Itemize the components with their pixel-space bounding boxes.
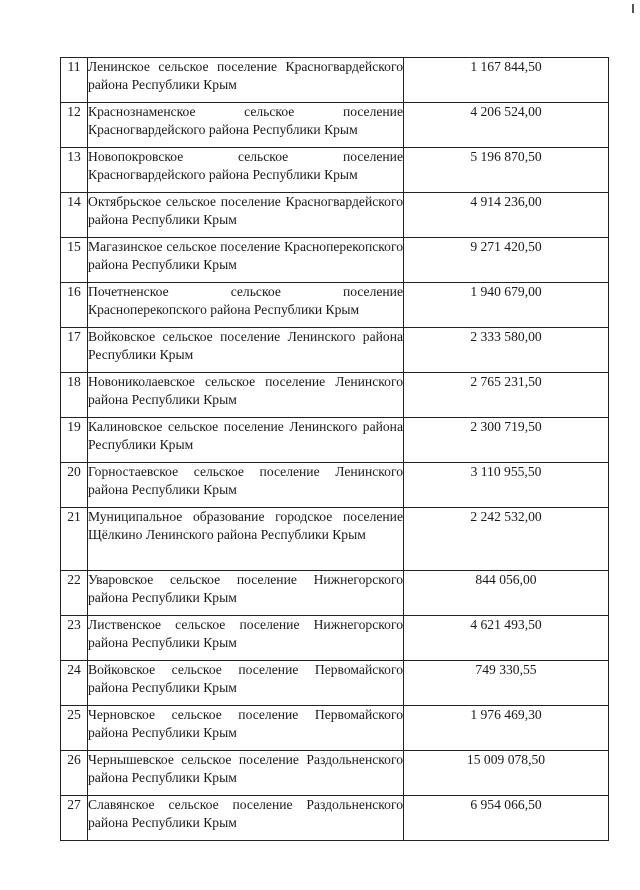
row-number: 16: [61, 283, 88, 328]
row-number: 24: [61, 661, 88, 706]
table-row: [61, 148, 609, 193]
table-row: [61, 58, 609, 103]
settlements-table: [60, 57, 609, 841]
amount-value: 4 914 236,00: [404, 193, 609, 238]
table-row: [61, 238, 609, 283]
amount-value: 2 300 719,50: [404, 418, 609, 463]
row-number: 22: [61, 571, 88, 616]
row-number: 17: [61, 328, 88, 373]
settlement-name: Новониколаевское сельское поселение Ленинского района Республики Крым: [88, 373, 404, 418]
amount-value: 844 056,00: [404, 571, 609, 616]
table-row: [61, 103, 609, 148]
amount-value: 1 940 679,00: [404, 283, 609, 328]
row-number: 26: [61, 751, 88, 796]
settlement-name: Муниципальное образование городское поселение Щёлкино Ленинского района Республики Крым: [88, 508, 404, 571]
settlement-name: Ленинское сельское поселение Красногвардейского района Республики Крым: [88, 58, 404, 103]
table-row: [61, 283, 609, 328]
settlement-name: Лиственское сельское поселение Нижнегорского района Республики Крым: [88, 616, 404, 661]
amount-value: 2 765 231,50: [404, 373, 609, 418]
table-row: [61, 373, 609, 418]
amount-value: 5 196 870,50: [404, 148, 609, 193]
settlement-name: Черновское сельское поселение Первомайского района Республики Крым: [88, 706, 404, 751]
amount-value: 2 333 580,00: [404, 328, 609, 373]
table-row: [61, 193, 609, 238]
table-row: [61, 661, 609, 706]
row-number: 20: [61, 463, 88, 508]
table-row: [61, 571, 609, 616]
scan-artifact: [632, 4, 634, 13]
amount-value: 4 206 524,00: [404, 103, 609, 148]
settlement-name: Новопокровское сельское поселение Красногвардейского района Республики Крым: [88, 148, 404, 193]
table-body: [61, 58, 609, 841]
table-row: [61, 463, 609, 508]
settlement-name: Уваровское сельское поселение Нижнегорского района Республики Крым: [88, 571, 404, 616]
amount-value: 2 242 532,00: [404, 508, 609, 571]
amount-value: 6 954 066,50: [404, 796, 609, 841]
row-number: 15: [61, 238, 88, 283]
settlement-name: Горностаевское сельское поселение Ленинского района Республики Крым: [88, 463, 404, 508]
row-number: 12: [61, 103, 88, 148]
row-number: 25: [61, 706, 88, 751]
settlement-name: Славянское сельское поселение Раздольненского района Республики Крым: [88, 796, 404, 841]
amount-value: 15 009 078,50: [404, 751, 609, 796]
row-number: 11: [61, 58, 88, 103]
row-number: 27: [61, 796, 88, 841]
row-number: 13: [61, 148, 88, 193]
amount-value: 3 110 955,50: [404, 463, 609, 508]
settlement-name: Войковское сельское поселение Ленинского района Республики Крым: [88, 328, 404, 373]
table-row: [61, 706, 609, 751]
settlement-name: Октябрьское сельское поселение Красногвардейского района Республики Крым: [88, 193, 404, 238]
table-row: [61, 508, 609, 571]
row-number: 14: [61, 193, 88, 238]
settlement-name: Чернышевское сельское поселение Раздольненского района Республики Крым: [88, 751, 404, 796]
amount-value: 1 167 844,50: [404, 58, 609, 103]
amount-value: 1 976 469,30: [404, 706, 609, 751]
settlement-name: Войковское сельское поселение Первомайского района Республики Крым: [88, 661, 404, 706]
table-row: [61, 751, 609, 796]
row-number: 21: [61, 508, 88, 571]
amount-value: 749 330,55: [404, 661, 609, 706]
table-row: [61, 328, 609, 373]
amount-value: 4 621 493,50: [404, 616, 609, 661]
amount-value: 9 271 420,50: [404, 238, 609, 283]
table-row: [61, 796, 609, 841]
table-row: [61, 616, 609, 661]
settlement-name: Калиновское сельское поселение Ленинского района Республики Крым: [88, 418, 404, 463]
settlement-name: Почетненское сельское поселение Красноперекопского района Республики Крым: [88, 283, 404, 328]
table-row: [61, 418, 609, 463]
settlement-name: Магазинское сельское поселение Красноперекопского района Республики Крым: [88, 238, 404, 283]
row-number: 18: [61, 373, 88, 418]
settlement-name: Краснознаменское сельское поселение Красногвардейского района Республики Крым: [88, 103, 404, 148]
row-number: 23: [61, 616, 88, 661]
row-number: 19: [61, 418, 88, 463]
